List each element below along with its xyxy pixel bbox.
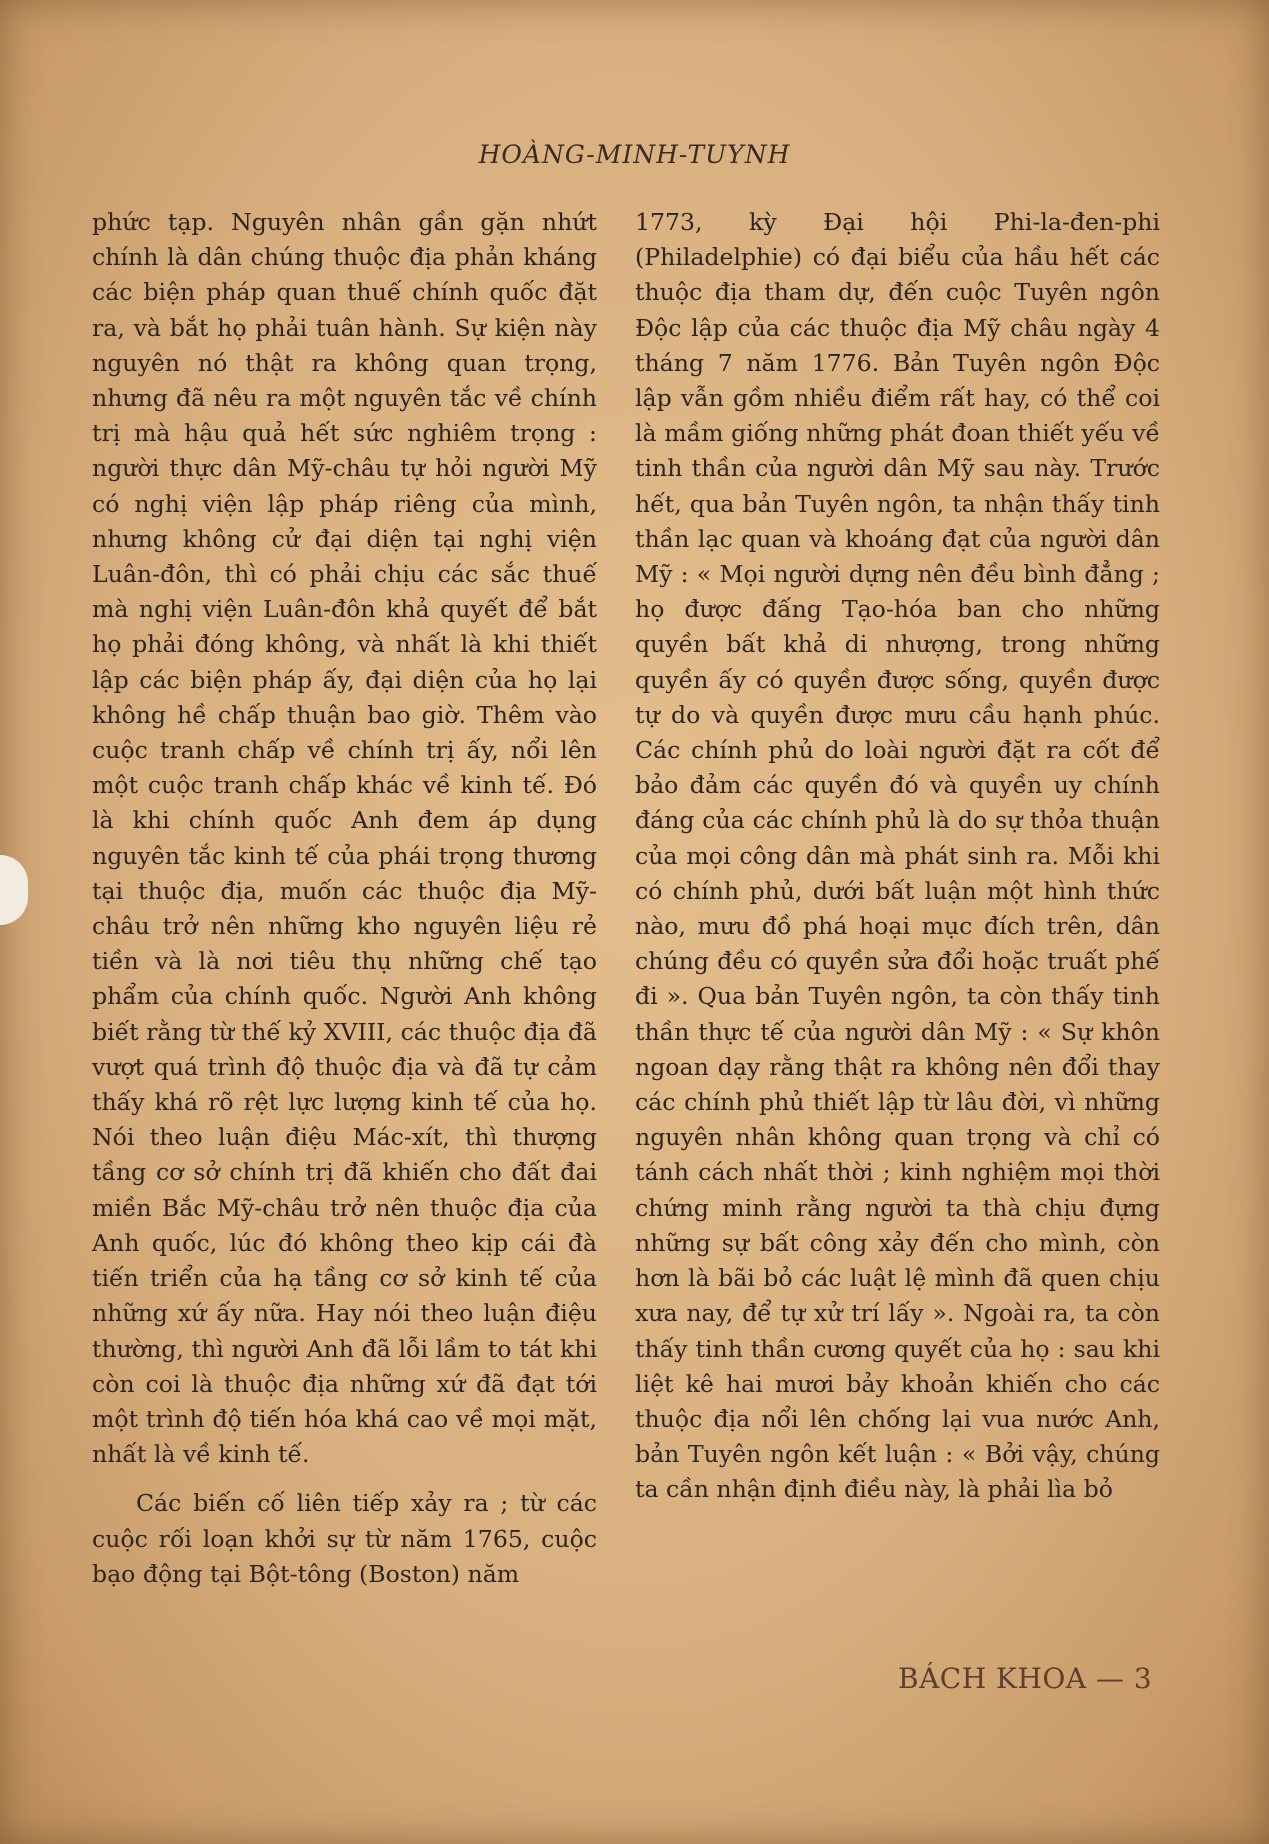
right-column xyxy=(635,205,1160,1508)
paragraph: Các biến cố liên tiếp xảy ra ; từ các cuộc rối loạn khởi sự từ năm 1765, cuộc bạo động tại Bột-tông (Boston) năm xyxy=(92,1489,597,1588)
page-footer: BÁCH KHOA — 3 xyxy=(898,1662,1153,1695)
paragraph: 1773, kỳ Đại hội Phi-la-đen-phi (Philadelphie) có đại biểu của hầu hết các thuộc địa tham dự, đến cuộc Tuyên ngôn Độc lập của các thuộc địa Mỹ châu ngày 4 tháng 7 năm 1776. Bản Tuyên ngôn Độc lập vẫn gồm nhiều điểm rất hay, có thể coi là mầm giống những phát đoan thiết yếu về tinh thần của người dân Mỹ sau này. Trước hết, qua bản Tuyên ngôn, ta nhận thấy tinh thần lạc quan và khoáng đạt của người dân Mỹ : « Mọi người dựng nên đều bình đẳng ; họ được đấng Tạo-hóa ban cho những quyền bất khả di nhượng, trong những quyền ấy có quyền được sống, quyền được tự do và quyền được mưu cầu hạnh phúc. Các chính phủ do loài người đặt ra cốt để bảo đảm các quyền đó và quyền uy chính đáng của các chính phủ là do sự thỏa thuận của mọi công dân mà phát sinh ra. Mỗi khi có chính phủ, dưới bất luận một hình thức nào, mưu đồ phá hoại mục đích trên, dân chúng đều có quyền sửa đổi hoặc truất phế đi ». Qua bản Tuyên ngôn, ta còn thấy tinh thần thực tế của người dân Mỹ : « Sự khôn ngoan dạy rằng thật ra không nên đổi thay các chính phủ thiết lập từ lâu đời, vì những nguyên nhân không quan trọng và chỉ có tánh cách nhất thời ; kinh nghiệm mọi thời chứng minh rằng người ta thà chịu đựng những sự bất công xảy đến cho mình, còn hơn là bãi bỏ các luật lệ mình đã quen chịu xưa nay, để tự xử trí lấy ». Ngoài ra, ta còn thấy tinh thần cương quyết của họ : sau khi liệt kê hai mươi bảy khoản khiến cho các thuộc địa nổi lên chống lại vua nước Anh, bản Tuyên ngôn kết luận : « Bởi vậy, chúng ta cần nhận định điều này, là phải lìa bỏ xyxy=(635,208,1160,1504)
left-column xyxy=(92,205,597,1592)
paragraph: phức tạp. Nguyên nhân gần gặn nhứt chính là dân chúng thuộc địa phản kháng các biện pháp quan thuế chính quốc đặt ra, và bắt họ phải tuân hành. Sự kiện này nguyên nó thật ra không quan trọng, nhưng đã nêu ra một nguyên tắc về chính trị mà hậu quả hết sức nghiêm trọng : người thực dân Mỹ-châu tự hỏi người Mỹ có nghị viện lập pháp riêng của mình, nhưng không cử đại diện tại nghị viện Luân-đôn, thì có phải chịu các sắc thuế mà nghị viện Luân-đôn khả quyết để bắt họ phải đóng không, và nhất là khi thiết lập các biện pháp ấy, đại diện của họ lại không hề chấp thuận bao giờ. Thêm vào cuộc tranh chấp về chính trị ấy, nổi lên một cuộc tranh chấp khác về kinh tế. Đó là khi chính quốc Anh đem áp dụng nguyên tắc kinh tế của phái trọng thương tại thuộc địa, muốn các thuộc địa Mỹ-châu trở nên những kho nguyên liệu rẻ tiền và là nơi tiêu thụ những chế tạo phẩm của chính quốc. Người Anh không biết rằng từ thế kỷ XVIII, các thuộc địa đã vượt quá trình độ thuộc địa và đã tự cảm thấy khá rõ rệt lực lượng kinh tế của họ. Nói theo luận điệu Mác-xít, thì thượng tầng cơ sở chính trị đã khiến cho đất đai miền Bắc Mỹ-châu trở nên thuộc địa của Anh quốc, lúc đó không theo kịp cái đà tiến triển của hạ tầng cơ sở kinh tế của những xứ ấy nữa. Hay nói theo luận điệu thường, thì người Anh đã lỗi lầm to tát khi còn coi là thuộc địa những xứ đã đạt tới một trình độ tiến hóa khá cao về mọi mặt, nhất là về kinh tế. xyxy=(92,208,597,1469)
torn-edge xyxy=(0,855,28,925)
running-header: HOÀNG-MINH-TUYNH xyxy=(478,140,791,169)
